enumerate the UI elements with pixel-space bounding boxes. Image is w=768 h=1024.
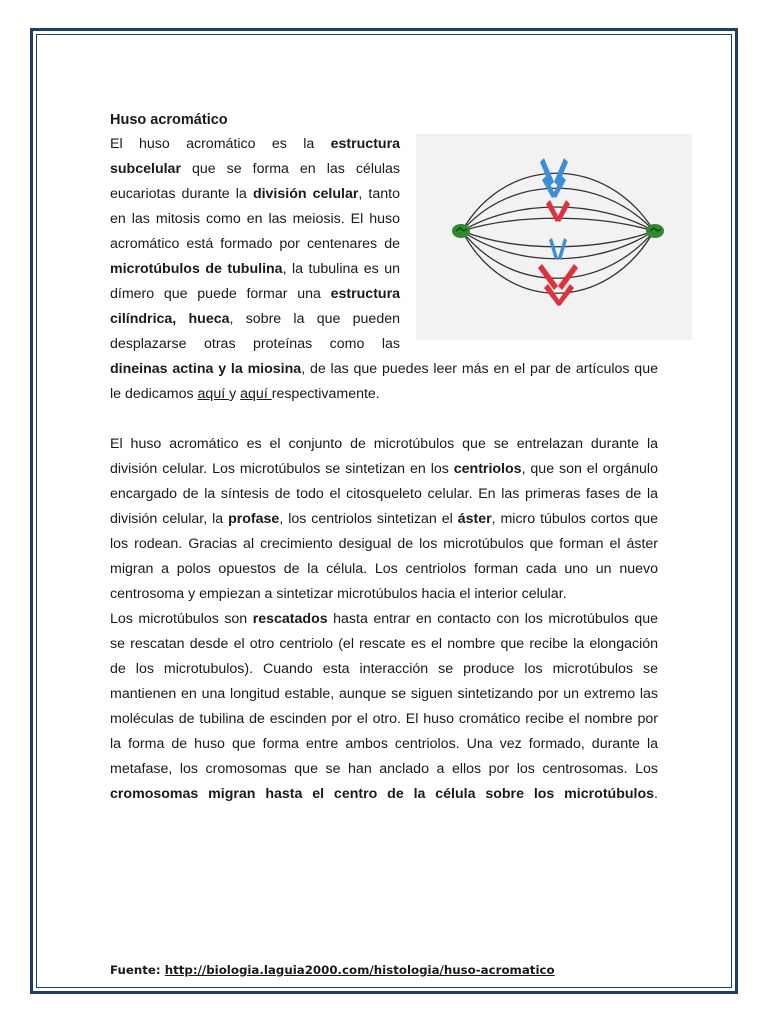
- text-run: hasta entrar en contacto con los microtúbulos que se rescatan desde el otro centriolo (el rescate es el nombre que recibe la elongación de los microtubulos). Cuando esta interacción se produce los microtúbulos se mantienen en una longitud estable, aunque se siguen sintetizando por un extremo las moléculas de tubilina de escinden por el otro. El huso cromático recibe el nombre por la forma de huso que forma entre ambos centriolos. Una vez formado, durante la metafase, los cromosomas que se han anclado a ellos por los centrosomas. Los: [110, 611, 658, 777]
- paragraph-rescue: [110, 607, 658, 807]
- text-run: El huso acromático es la: [110, 136, 331, 152]
- bold-term: dineinas actina y la miosina: [110, 361, 302, 377]
- bold-term: profase: [228, 511, 280, 527]
- document-body: [110, 108, 658, 807]
- centriole-left-icon: [452, 224, 470, 238]
- text-run: El huso acromático es el conjunto de microtúbulos que se entrelazan durante la división celular. Los microtúbulos se sintetizan en los: [110, 436, 658, 477]
- text-run: que se forma en las células eucariotas durante la: [110, 161, 400, 202]
- source-link[interactable]: http://biologia.laguia2000.com/histologia/huso-acromatico: [164, 963, 555, 977]
- article-link[interactable]: aquí: [197, 386, 230, 402]
- source-citation: [110, 963, 555, 977]
- bold-term: división celular: [252, 186, 359, 202]
- bold-term: cromosomas migran hasta el centro de la célula sobre los microtúbulos: [110, 786, 655, 802]
- text-run: Los microtúbulos son: [110, 611, 253, 627]
- bold-term: centriolos: [453, 461, 522, 477]
- text-run: , que son el orgánulo encargado de la síntesis de todo el citosqueleto celular. En las primeras fases de la división celular, la: [110, 461, 658, 527]
- source-label: Fuente:: [110, 963, 161, 977]
- chromosome-upper-icon: [540, 158, 570, 222]
- text-run: .: [654, 786, 658, 802]
- text-run: , de las que puedes leer más en el par de artículos que le dedicamos: [110, 361, 658, 402]
- document-title: Huso acromático: [110, 112, 228, 128]
- bold-term: rescatados: [252, 611, 328, 627]
- paragraph-microtubules: [110, 432, 658, 607]
- text-run: y: [229, 386, 241, 402]
- centriole-right-icon: [646, 224, 664, 238]
- text-run: , los centriolos sintetizan el: [279, 511, 458, 527]
- text-run: respectivamente.: [271, 386, 380, 402]
- bold-term: microtúbulos de tubulina: [110, 261, 283, 277]
- chromosome-lower-icon: [538, 238, 578, 306]
- text-run: , sobre la que pueden desplazarse otras proteínas como las: [110, 311, 400, 352]
- bold-term: áster: [457, 511, 492, 527]
- mitotic-spindle-diagram: [416, 134, 692, 340]
- bold-term: estructura cilíndrica, hueca: [110, 286, 400, 327]
- text-run: , la tubulina es un dímero que puede formar una: [110, 261, 401, 302]
- spindle-illustration: [416, 134, 692, 340]
- bold-term: estructura subcelular: [110, 136, 400, 177]
- text-run: , tanto en las mitosis como en las meiosis. El huso acromático está formado por centenares de: [110, 186, 400, 252]
- text-run: , micro túbulos cortos que los rodean. Gracias al crecimiento desigual de los microtúbulos que forman el áster migran a polos opuestos de la célula. Los centriolos forman cada uno un nuevo centrosoma y empiezan a sintetizar microtúbulos hacia el interior celular.: [110, 511, 658, 602]
- article-link[interactable]: aquí: [240, 386, 272, 402]
